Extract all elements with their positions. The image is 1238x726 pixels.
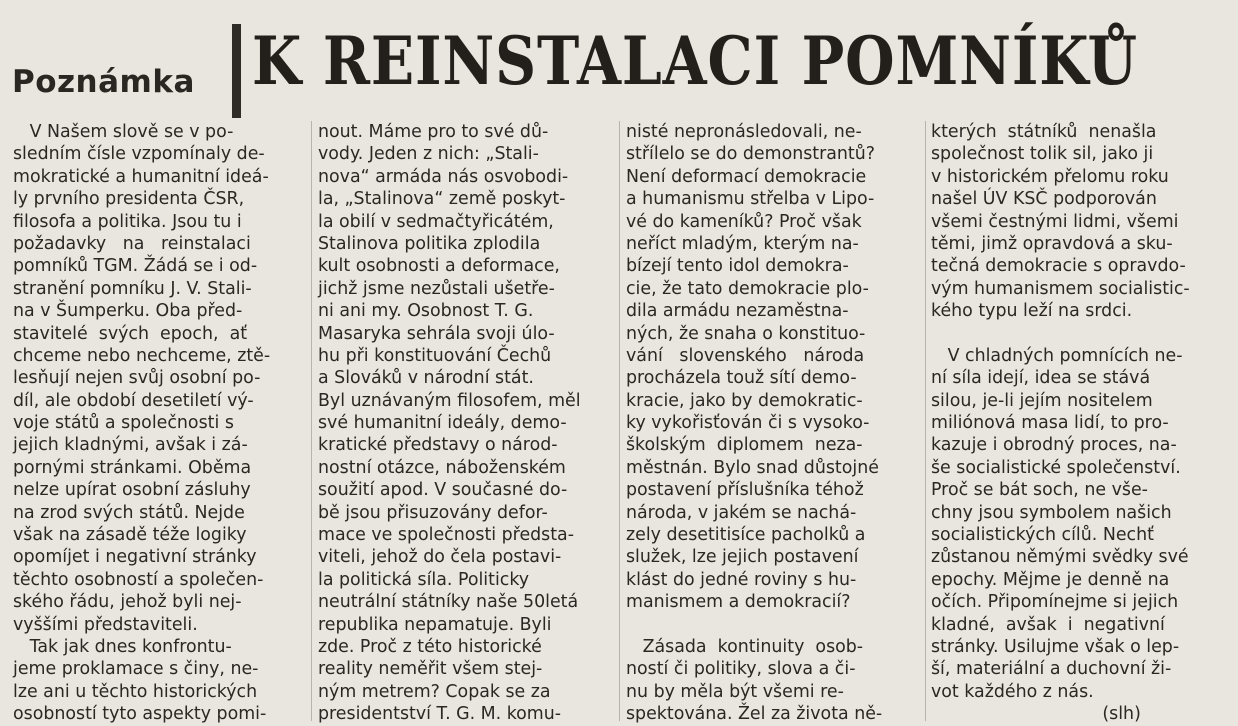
text-line: še socialistické společenství.: [931, 457, 1181, 478]
text-line: zely desetitisíce pacholků a: [626, 525, 866, 546]
text-line: střílelo se do demonstrantů?: [626, 144, 876, 165]
text-line: lze ani u těchto historických: [13, 681, 258, 702]
text-line: ni ani my. Osobnost T. G.: [318, 301, 534, 322]
text-line: bě jsou přisuzovány defor-: [318, 502, 548, 523]
text-line: městnán. Bylo snad důstojné: [626, 457, 879, 478]
text-line: společnost tolik sil, jako ji: [931, 144, 1154, 165]
text-line: hu při konstituování Čechů: [318, 345, 552, 366]
text-line: kterých státníků nenašla: [931, 122, 1157, 142]
column-divider: [311, 121, 312, 721]
text-line: neříct mladým, kterým na-: [626, 233, 859, 254]
text-line: lesňují nejen svůj osobní po-: [13, 368, 261, 389]
text-line: viteli, jehož do čela postavi-: [318, 547, 562, 568]
text-line: ných, že snaha o konstituo-: [626, 323, 866, 344]
text-line: osobností tyto aspekty pomi-: [13, 704, 267, 725]
text-line: la, „Stalinova“ země poskyt-: [318, 189, 566, 210]
text-line: nelze upírat osobní zásluhy: [13, 480, 251, 501]
text-line: socialistických cílů. Nechť: [931, 525, 1154, 546]
text-line: neutrální státníky naše 50letá: [318, 592, 579, 613]
article-column-4: [931, 121, 1227, 726]
text-line: ky vykořisťován či s vysoko-: [626, 413, 870, 434]
text-line: sledním čísle vzpomínaly de-: [13, 144, 265, 165]
headline-rule: [232, 24, 241, 118]
text-line: na zrod svých států. Nejde: [13, 502, 245, 523]
text-line: epochy. Mějme je denně na: [931, 569, 1170, 590]
text-line: silou, je-li jejím nositelem: [931, 390, 1153, 411]
text-line: procházela touž sítí demo-: [626, 368, 857, 389]
text-line: V Našem slově se v po-: [13, 122, 234, 142]
text-line: la politická síla. Politicky: [318, 569, 530, 590]
text-line: (slh): [931, 704, 1141, 725]
text-line: vání slovenského národa: [626, 345, 865, 366]
column-divider: [925, 121, 926, 721]
text-line: [626, 614, 920, 636]
text-line: tečná demokracie s opravdo-: [931, 256, 1186, 277]
text-line: všemi čestnými lidmi, všemi: [931, 211, 1179, 232]
text-line: la obilí v sedmačtyřicátém,: [318, 211, 554, 232]
text-line: Tak jak dnes konfrontu-: [13, 636, 232, 657]
text-line: však na zásadě téže logiky: [13, 525, 247, 546]
text-line: stranění pomníku J. V. Stali-: [13, 278, 252, 299]
text-line: republika nepamatuje. Byli: [318, 614, 552, 635]
text-line: kého typu leží na srdci.: [931, 301, 1133, 322]
text-line: ší, materiální a duchovní ži-: [931, 659, 1172, 680]
text-line: národa, v jakém se nachá-: [626, 502, 857, 523]
text-line: své humanitní ideály, demo-: [318, 413, 567, 434]
section-kicker: Poznámka: [12, 64, 195, 100]
text-line: jichž jsme nezůstali ušetře-: [318, 278, 555, 299]
text-line: a humanismu střelba v Lipo-: [626, 189, 875, 210]
text-line: nisté nepronásledovali, ne-: [626, 122, 862, 142]
text-line: dila armádu nezaměstna-: [626, 301, 849, 322]
text-line: těmi, jimž opravdová a sku-: [931, 233, 1173, 254]
text-line: ným metrem? Copak se za: [318, 681, 551, 702]
text-line: Zásada kontinuity osob-: [626, 636, 864, 657]
text-line: Stalinova politika zplodila: [318, 233, 541, 254]
text-line: [931, 323, 1227, 345]
text-line: vot každého z nás.: [931, 681, 1094, 702]
text-line: opomíjet i negativní stránky: [13, 547, 257, 568]
text-line: cie, že tato demokracie plo-: [626, 278, 869, 299]
text-line: mokratické a humanitní ideá-: [13, 166, 269, 187]
text-line: kratické představy o národ-: [318, 435, 558, 456]
text-line: vé do kameníků? Proč však: [626, 211, 862, 232]
text-line: chceme nebo nechceme, ztě-: [13, 345, 271, 366]
text-line: chny jsou symbolem našich: [931, 502, 1172, 523]
text-line: nostní otázce, náboženském: [318, 457, 566, 478]
text-line: Masaryka sehrála svoji úlo-: [318, 323, 555, 344]
text-line: jeme proklamace s činy, ne-: [13, 659, 259, 680]
article-column-2: [318, 121, 614, 726]
text-line: kult osobnosti a deformace,: [318, 256, 560, 277]
headline: K REINSTALACI POMNÍKŮ: [252, 22, 1138, 100]
column-divider: [619, 121, 620, 721]
text-line: presidentství T. G. M. komu-: [318, 704, 562, 725]
text-line: spektována. Žel za života ně-: [626, 704, 883, 725]
text-line: reality neměřit všem stej-: [318, 659, 543, 680]
text-line: nu by měla být všemi re-: [626, 681, 844, 702]
text-line: a Slováků v národní stát.: [318, 368, 534, 389]
text-line: pomníků TGM. Žádá se i od-: [13, 256, 258, 277]
text-line: vyššími představiteli.: [13, 614, 198, 635]
text-line: kazuje i obrodný proces, na-: [931, 435, 1177, 456]
text-line: mace ve společnosti předsta-: [318, 525, 574, 546]
text-line: jejich kladnými, avšak i zá-: [13, 435, 248, 456]
text-line: V chladných pomnících ne-: [931, 345, 1183, 366]
text-line: těchto osobností a společen-: [13, 569, 264, 590]
text-line: stavitelé svých epoch, ať: [13, 323, 248, 344]
text-line: zde. Proč z této historické: [318, 636, 542, 657]
text-line: na v Šumperku. Oba před-: [13, 301, 243, 322]
text-line: našel ÚV KSČ podporován: [931, 189, 1157, 210]
text-line: ností či politiky, slova a či-: [626, 659, 856, 680]
text-line: služek, lze jejich postavení: [626, 547, 859, 568]
text-line: požadavky na reinstalaci: [13, 233, 251, 254]
text-line: Proč se bát soch, ne vše-: [931, 480, 1148, 501]
text-line: voje států a společnosti s: [13, 413, 234, 434]
article-column-1: [13, 121, 307, 726]
text-line: kladné, avšak i negativní: [931, 614, 1165, 635]
text-line: ní síla idejí, idea se stává: [931, 368, 1151, 389]
text-line: Byl uznávaným filosofem, měl: [318, 390, 581, 411]
text-line: klást do jedné roviny s hu-: [626, 569, 857, 590]
article-column-3: [626, 121, 920, 726]
text-line: očích. Připomínejme si jejich: [931, 592, 1179, 613]
text-line: díl, ale období desetiletí vý-: [13, 390, 254, 411]
text-line: školským diplomem neza-: [626, 435, 863, 456]
text-line: vým humanismem socialistic-: [931, 278, 1190, 299]
text-line: zůstanou němými svědky své: [931, 547, 1189, 568]
text-line: Není deformací demokracie: [626, 166, 867, 187]
text-line: bízejí tento idol demokra-: [626, 256, 849, 277]
text-line: soužití apod. V současné do-: [318, 480, 568, 501]
text-line: manismem a demokracií?: [626, 592, 851, 613]
text-line: stránky. Usilujme však o lep-: [931, 636, 1180, 657]
text-line: filosofa a politika. Jsou tu i: [13, 211, 242, 232]
text-line: kracie, jako by demokratic-: [626, 390, 863, 411]
text-line: postavení příslušníka téhož: [626, 480, 864, 501]
text-line: pornými stránkami. Oběma: [13, 457, 252, 478]
text-line: v historickém přelomu roku: [931, 166, 1169, 187]
text-line: nout. Máme pro to své dů-: [318, 122, 549, 142]
text-line: vody. Jeden z nich: „Stali-: [318, 144, 539, 165]
text-line: nova“ armáda nás osvobodi-: [318, 166, 569, 187]
text-line: miliónová masa lidí, to pro-: [931, 413, 1169, 434]
text-line: ly prvního presidenta ČSR,: [13, 189, 245, 210]
text-line: ského řádu, jehož byli nej-: [13, 592, 242, 613]
